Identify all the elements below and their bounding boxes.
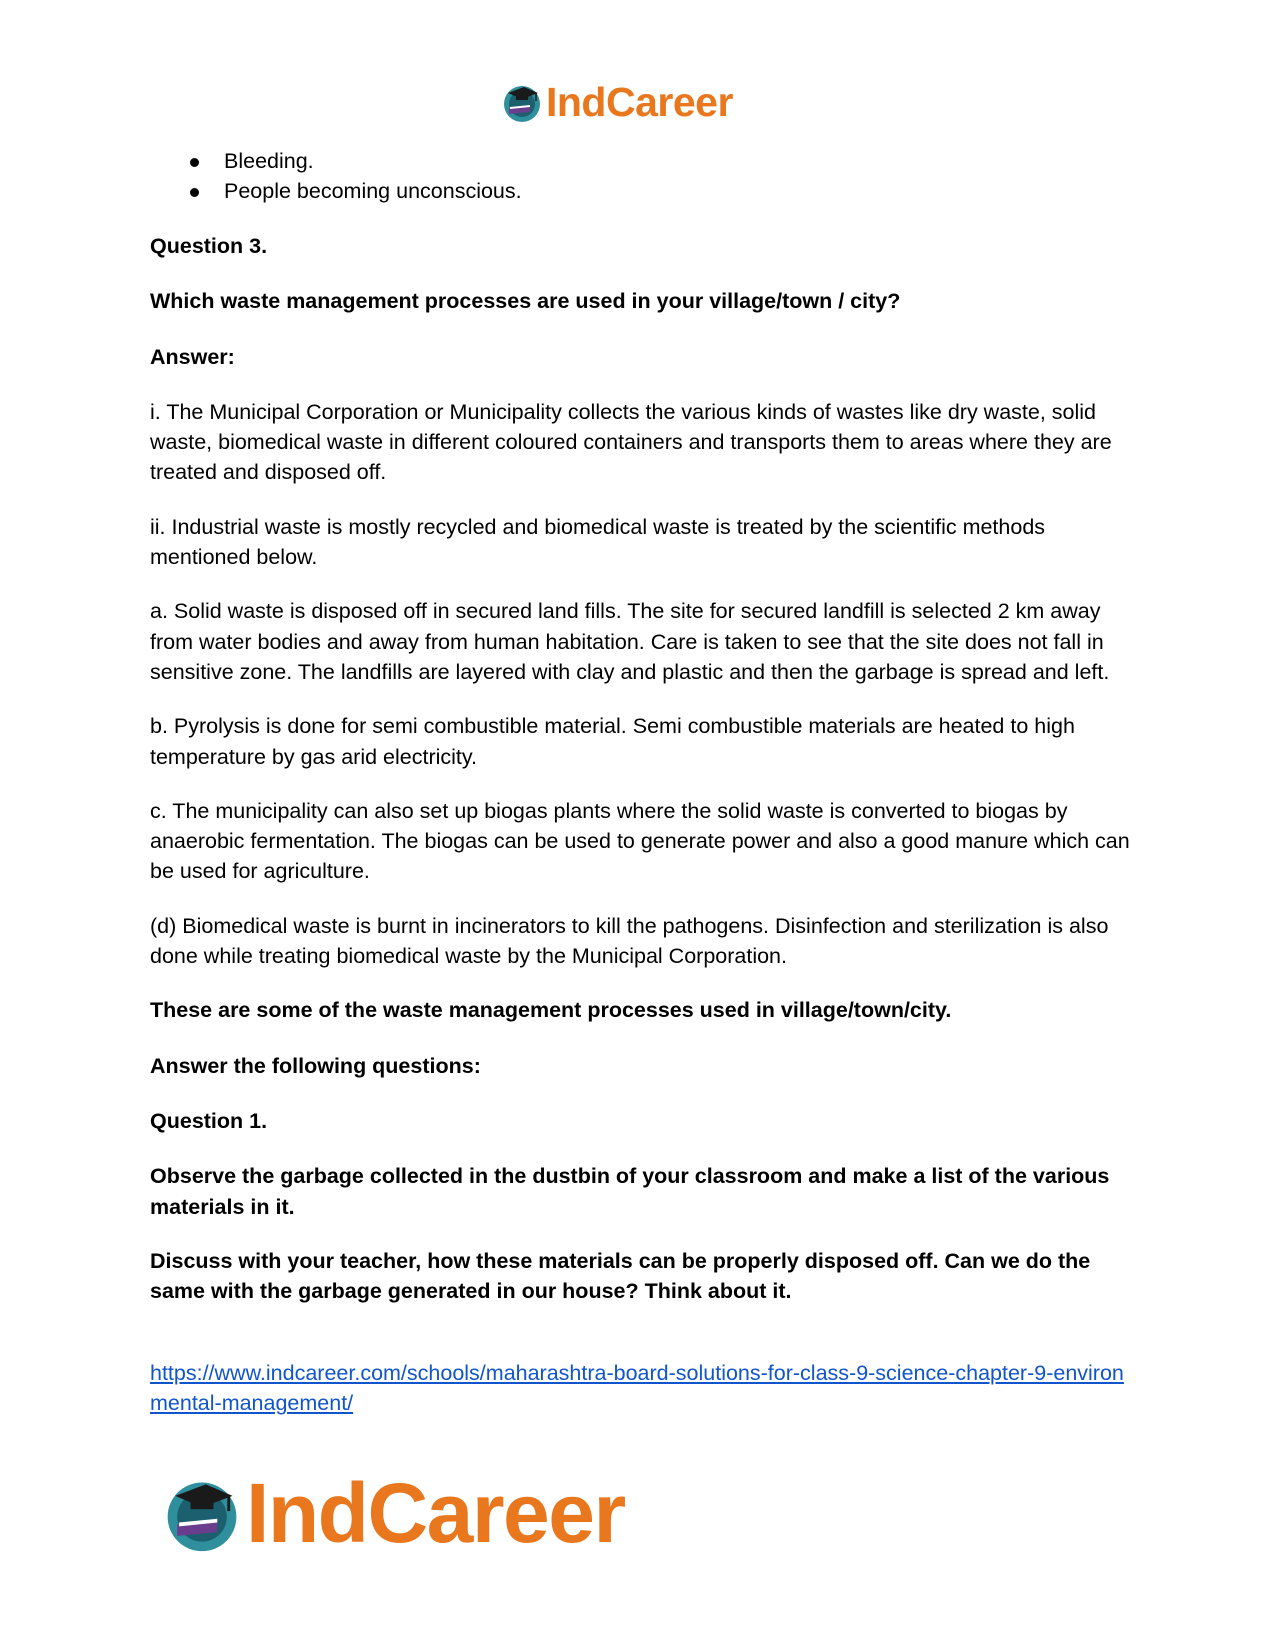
question-1-heading: Question 1. <box>150 1108 268 1133</box>
answer-conclusion: These are some of the waste management processes used in village/town/city. <box>150 998 952 1023</box>
question-3-text: Which waste management processes are used in your village/town / city? <box>150 289 901 314</box>
graduation-cap-globe-icon <box>500 80 544 124</box>
question-3-heading: Question 3. <box>150 234 268 258</box>
footer-logo <box>160 1468 625 1558</box>
bullet-dot-icon <box>190 158 199 167</box>
answer-paragraph: b. Pyrolysis is done for semi combustible material. Semi combustible materials are heated to high temperature by gas arid electricity. <box>150 714 1075 769</box>
question-1-text: Observe the garbage collected in the dustbin of your classroom and make a list of the various materials in it. <box>150 1164 1110 1219</box>
question-1-followup: Discuss with your teacher, how these materials can be properly disposed off. Can we do the same with the garbage generated in our house? Think about it. <box>150 1248 1091 1304</box>
section-heading: Answer the following questions: <box>150 1053 481 1078</box>
main-content <box>150 146 1135 1418</box>
header-logo-text: IndCareer <box>546 78 733 125</box>
answer-paragraph: a. Solid waste is disposed off in secured land fills. The site for secured landfill is selected 2 km away from water bodies and away from human habitation. Care is taken to see that the site does not fall in sensitive zone. The landfills are layered with clay and plastic and then the garbage is spread and left. <box>150 599 1110 684</box>
list-item: People becoming unconscious. <box>150 176 1135 206</box>
bullet-list <box>150 146 1135 206</box>
header-logo <box>500 78 733 126</box>
answer-paragraph: (d) Biomedical waste is burnt in incinerators to kill the pathogens. Disinfection and sterilization is also done while treating biomedical waste by the Municipal Corporation. <box>150 913 1109 969</box>
list-item: Bleeding. <box>150 146 1135 176</box>
answer-paragraph: i. The Municipal Corporation or Municipality collects the various kinds of wastes like dry waste, solid waste, biomedical waste in different coloured containers and transports them to areas where they are treated and disposed off. <box>150 399 1112 485</box>
source-link[interactable]: https://www.indcareer.com/schools/maharashtra-board-solutions-for-class-9-science-chapter-9-environmental-management/ <box>150 1361 1124 1416</box>
answer-label: Answer: <box>150 344 235 369</box>
answer-paragraph: ii. Industrial waste is mostly recycled and biomedical waste is treated by the scientific methods mentioned below. <box>150 514 1046 570</box>
graduation-cap-globe-icon <box>160 1471 244 1555</box>
answer-paragraph: c. The municipality can also set up biogas plants where the solid waste is converted to biogas by anaerobic fermentation. The biogas can be used to generate power and also a good manure which can be used for agriculture. <box>150 798 1130 884</box>
bullet-dot-icon <box>190 188 199 197</box>
footer-logo-text: IndCareer <box>246 1466 625 1560</box>
